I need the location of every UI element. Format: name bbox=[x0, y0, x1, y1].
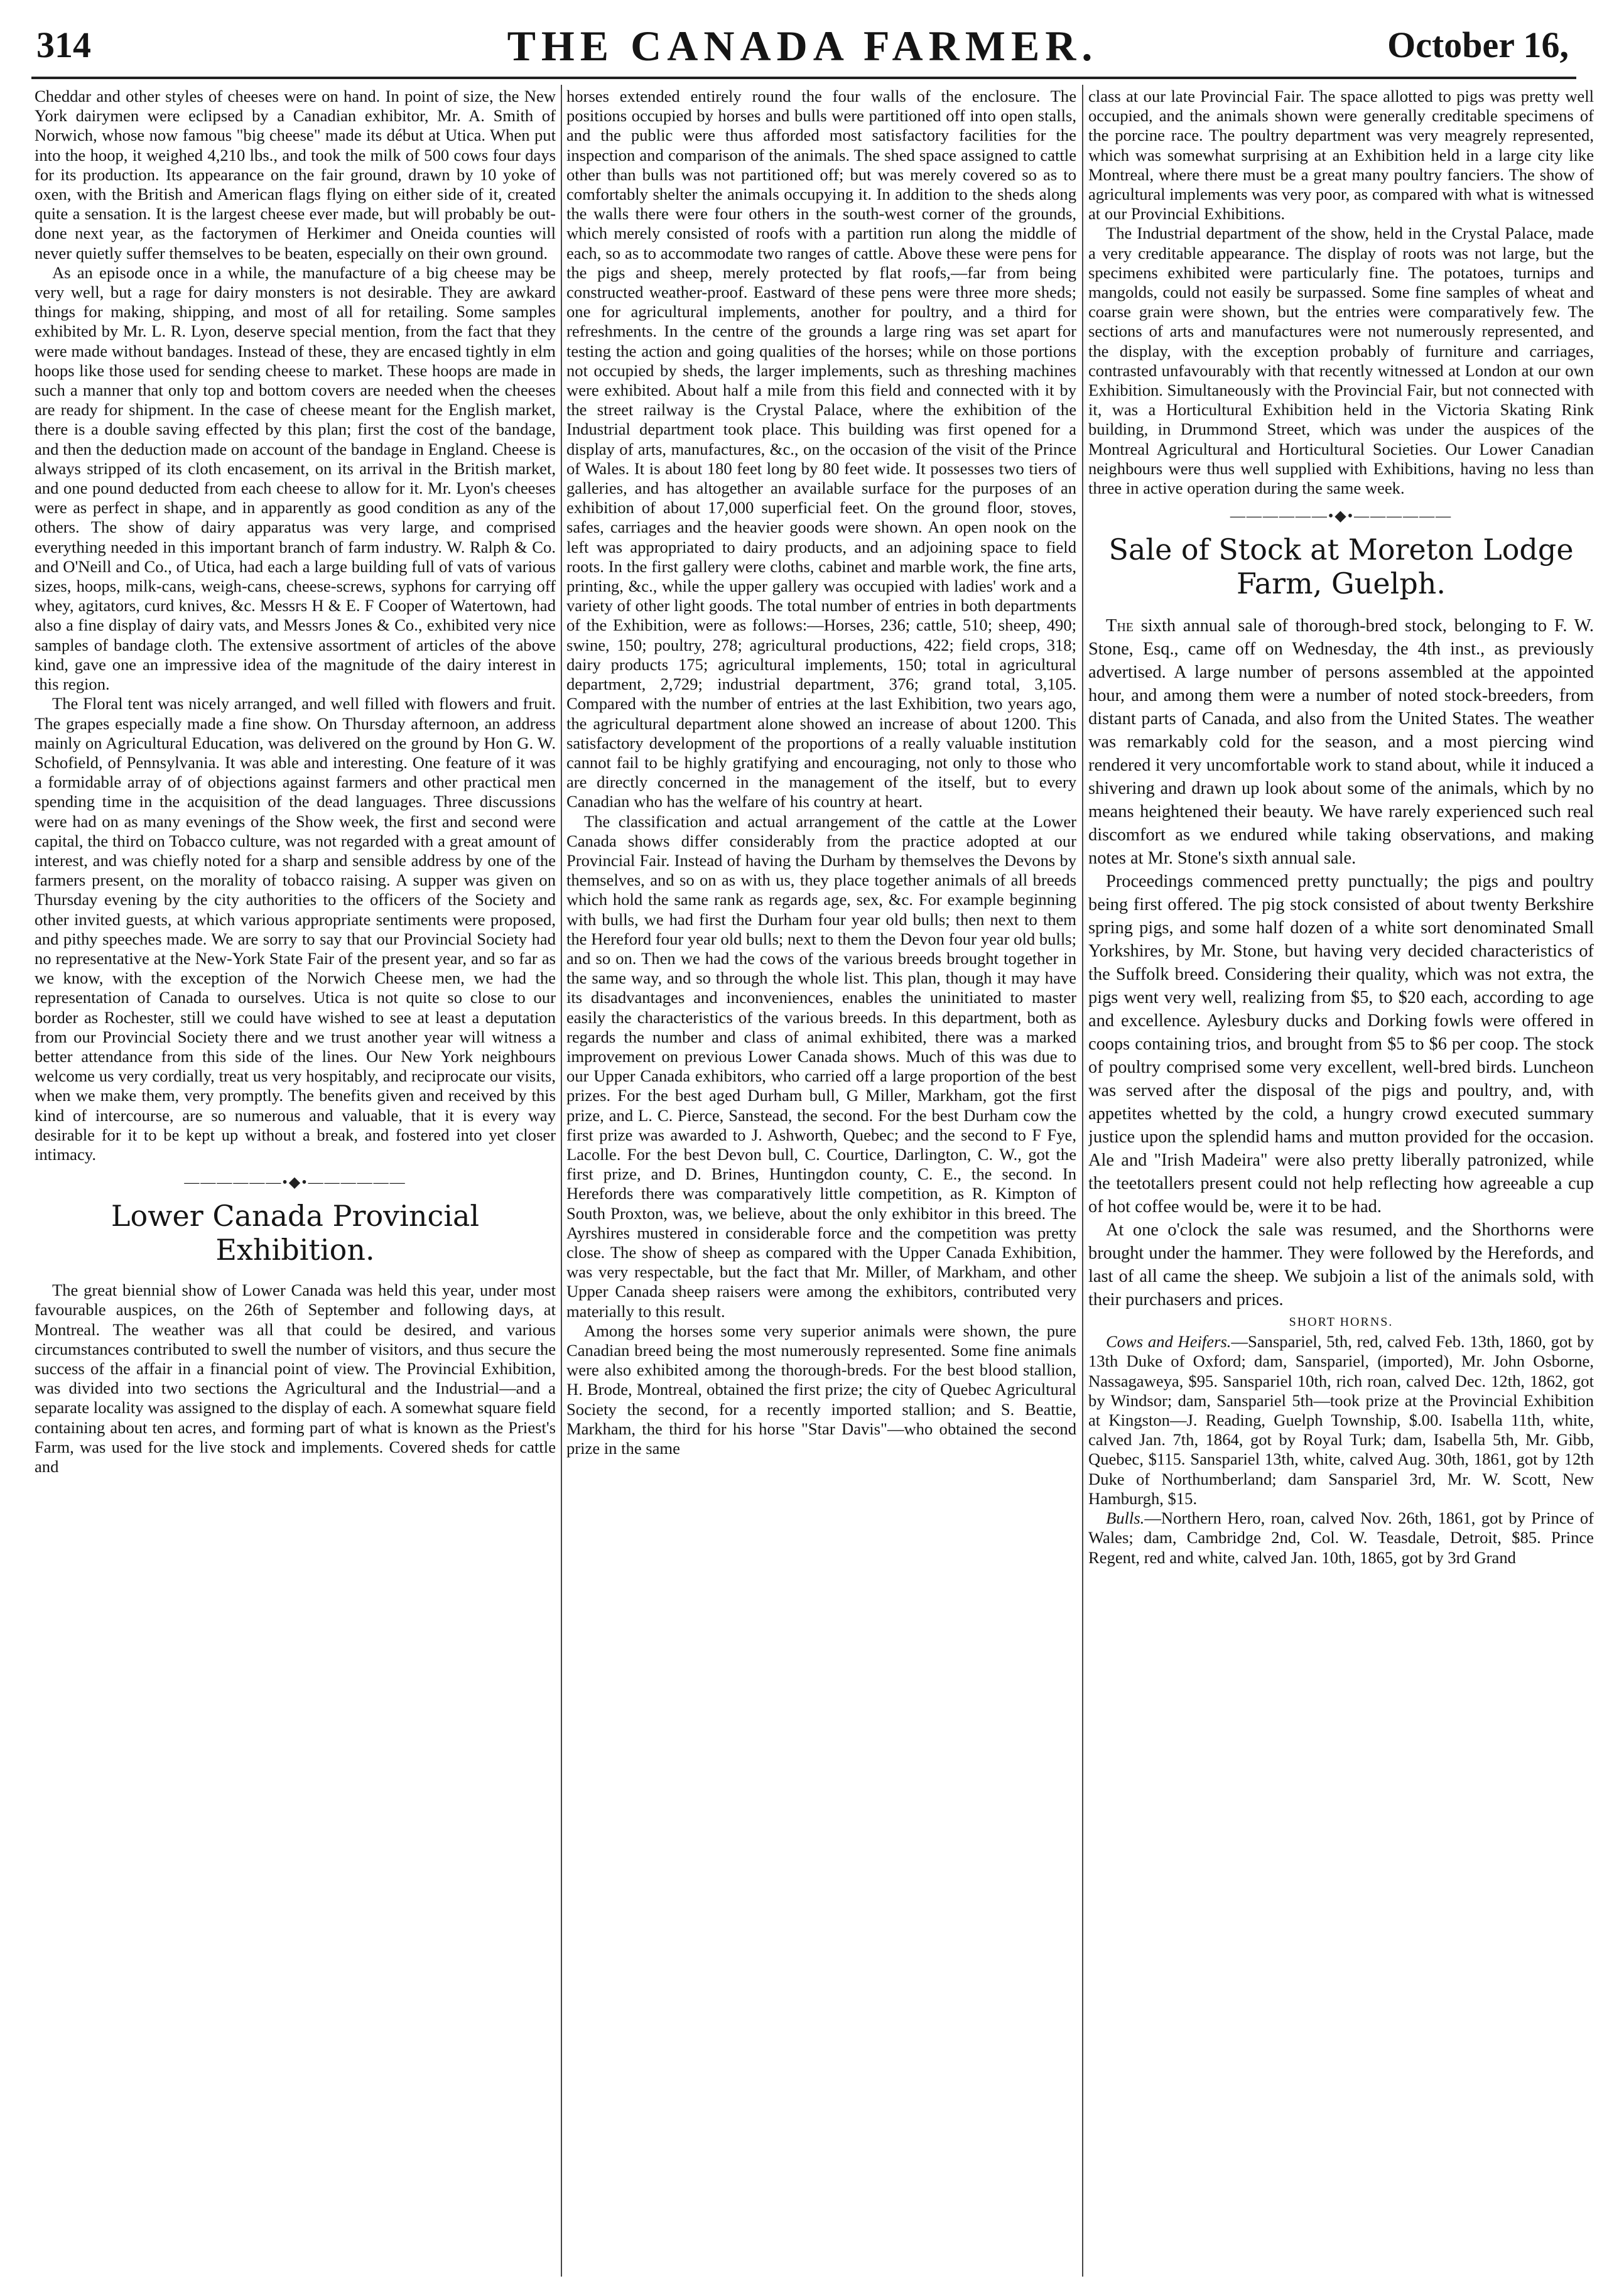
article-paragraph: The classification and actual arrangement of the cattle at the Lower Canada shows differ considerably from the practice adopted at our Provincial Fair. Instead of having the Durham by themselves the Devons by themselves, and so on as with us, they place together animals of all breeds which hold the same rank as regards age, sex, &c. For example beginning with bulls, we had first the Durham four year old bulls; then next to them the Hereford four year old bulls; next to them the Devon four year old bulls; and so on. Then we had the cows of the various breeds brought together in the same way, and so through the whole list. This plan, though it may have its disadvantages and inconveniences, enables the uninitiated to master easily the characteristics of the various breeds. In this department, both as regards the number and class of animal exhibited, there was a marked improvement on previous Lower Canada shows. Much of this was due to our Upper Canada exhibitors, who carried off a large proportion of the best prizes. For the best aged Durham bull, G Miller, Markham, got the first prize, and L. C. Pierce, Sanstead, the second. For the best Durham cow the first prize was awarded to J. Ashworth, Quebec; and the second to F Fye, Lacolle. For the best Devon bull, C. Courtice, Darlington, C. W., got the first prize, and D. Brines, Huntingdon county, C. E., the second. In Herefords there was comparatively little competition, as R. Kimpton of South Proxton, was, we believe, about the only exhibitor in this breed. The Ayrshires mustered in considerable force and the competition was pretty close. The show of sheep as compared with the Upper Canada Exhibition, was very respectable, but the fact that Mr. Miller, of Markham, and other Upper Canada sheep raisers were among the exhibitors, contributed very materially to this result. bbox=[566, 811, 1076, 1321]
column-divider bbox=[561, 85, 562, 2277]
article-paragraph: The great biennial show of Lower Canada was held this year, under most favourable auspices, on the 26th of September and following days, at Montreal. The weather was all that could be desired, and various circumstances contributed to swell the number of visitors, and thus secure the success of the affair in a financial point of view. The Provincial Exhibition, was divided into two sections the Agricultural and the Industrial—and a separate locality was assigned to the display of each. A somewhat square field containing about ten acres, and forming part of what is known as the Priest's Farm, was used for the live stock and implements. Covered sheds for cattle and bbox=[35, 1281, 556, 1476]
article-paragraph: class at our late Provincial Fair. The space allotted to pigs was pretty well occupied, and the animals shown were generally creditable specimens of the porcine race. The poultry department was very meagrely represented, which was somewhat surprising at an Exhibition held in a large city like Montreal, where there must be a great many poultry fanciers. The show of agricultural implements was very poor, as compared with what is witnessed at our Provincial Exhibitions. bbox=[1088, 87, 1594, 224]
article-paragraph: The Industrial department of the show, held in the Crystal Palace, made a very creditable appearance. The display of roots was not large, but the specimens exhibited were particularly fine. The potatoes, turnips and mangolds, could not easily be surpassed. Some fine samples of wheat and coarse grain were shown, but the entries were comparatively few. The sections of arts and manufactures were not numerously represented, and the display, with the exception probably of furniture and carriages, contrasted unfavourably with that recently witnessed at London at our own Exhibition. Simultaneously with the Provincial Fair, but not connected with it, was a Horticultural Exhibition held in the Victoria Skating Rink building, in Drummond Street, which was under the auspices of the Montreal Agricultural and Horticultural Societies. Our Lower Canadian neighbours were thus well supplied with Exhibitions, having no less than three in active operation during the same week. bbox=[1088, 224, 1594, 498]
list-label: Cows and Heifers. bbox=[1106, 1332, 1232, 1352]
list-entry: —Sanspariel, 5th, red, calved Feb. 13th, 1860, got by 13th Duke of Oxford; dam, Sanspariel, (imported), Mr. John Osborne, Nassagaweya, $95. Sanspariel 10th, rich roan, calved Dec. 12th, 1862, got by Windsor; dam, Sanspariel 5th—took prize at the Provincial Exhibition at Kingston—J. Reading, Guelph Township, $.00. Isabella 11th, white, calved Jan. 7th, 1864, got by Royal Turk; dam, Isabella 5th, Mr. Gibb, Quebec, $115. Sanspariel 13th, white, calved Aug. 30th, 1861, got by 12th Duke of Northumberland; dam Sanspariel 3rd, Mr. W. Scott, New Hamburgh, $15. bbox=[1088, 1332, 1594, 1508]
list-entry: —Northern Hero, roan, calved Nov. 26th, 1861, got by Prince of Wales; dam, Cambridge 2nd, Col. W. Teasdale, Detroit, $85. Prince Regent, red and white, calved Jan. 10th, 1865, got by 3rd Grand bbox=[1088, 1509, 1594, 1567]
article-paragraph: At one o'clock the sale was resumed, and the Shorthorns were brought under the hammer. They were followed by the Herefords, and last of all came the sheep. We subjoin a list of the animals sold, with their purchasers and prices. bbox=[1088, 1220, 1594, 1310]
article-paragraph: Among the horses some very superior animals were shown, the pure Canadian breed being the most numerously represented. Some fine animals were also exhibited among the thorough-breds. For the best blood stallion, H. Brode, Montreal, obtained the first prize; the city of Quebec Agricultural Society the second, for a recently imported stallion; and S. Beattie, Markham, the third for his horse "Star Davis"—who obtained the second prize in the same bbox=[566, 1321, 1076, 1458]
issue-date: October 16, bbox=[1387, 24, 1569, 65]
page-number: 314 bbox=[36, 24, 91, 65]
list-heading: SHORT HORNS. bbox=[1289, 1315, 1394, 1330]
article-paragraph: Proceedings commenced pretty punctually; the pigs and poultry being first offered. The pig stock consisted of about twenty Berkshire spring pigs, and some half dozen of a white sort denominated Small Yorkshires, by Mr. Stone, but having very decided characteristics of the Suffolk breed. Considering their quality, which was not extra, the pigs went very well, realizing from $5, to $20 each, according to age and excellence. Aylesbury ducks and Dorking fowls were offered in coops containing trios, and brought from $5 to $6 per coop. The stock of poultry comprised some very excellent, well-bred birds. Luncheon was served after the disposal of the pigs and poultry, and, with appetites whetted by the cold, a hungry crowd executed summary justice upon the splendid hams and mutton provided for the occasion. Ale and "Irish Madeira" were also pretty liberally patronized, while the teetotallers present could not help reflecting how agreeable a cup of hot coffee would be, were it to be had. bbox=[1088, 872, 1594, 1217]
article-paragraph: Cheddar and other styles of cheeses were on hand. In point of size, the New York dairymen were eclipsed by a Canadian exhibitor, Mr. A. Smith of Norwich, whose now famous "big cheese" made its début at Utica. When put into the hoop, it weighed 4,210 lbs., and took the milk of 500 cows four days for its production. Its appearance on the fair ground, drawn by 10 yoke of oxen, with the British and American flags flying on either side of it, created quite a sensation. It is the largest cheese ever made, but will probably be out-done next year, as the factorymen of Herkimer and Oneida counties will never quietly suffer themselves to be beaten, especially on their own ground. bbox=[35, 87, 556, 263]
column-2 bbox=[566, 87, 1076, 2272]
lead-word: The bbox=[1106, 616, 1134, 636]
masthead-rule bbox=[31, 77, 1576, 79]
article-heading: Lower Canada Provincial Exhibition. bbox=[111, 1199, 480, 1267]
article-paragraph: sixth annual sale of thorough-bred stock, belonging to F. W. Stone, Esq., came off on Wednesday, the 4th inst., as previously advertised. A large number of persons assembled at the appointed hour, and among them were a number of noted stock-breeders, from distant parts of Canada, and also from the United States. The weather was remarkably cold for the season, and a most piercing wind rendered it very uncomfortable work to stand about, while it induced a shivering and drawn up look about some of the animals, which by no means heightened their beauty. We have rarely experienced such real discomfort as we endured while taking observations, and making notes at Mr. Stone's sixth annual sale. bbox=[1088, 616, 1594, 869]
paper-title: THE CANADA FARMER. bbox=[507, 22, 1098, 70]
sale-article bbox=[1088, 614, 1594, 1567]
column-divider bbox=[1082, 85, 1083, 2277]
section-ornament: ——————•◆•—————— bbox=[1230, 508, 1453, 525]
masthead bbox=[36, 18, 1569, 80]
article-heading: Sale of Stock at Moreton Lodge Farm, Guelph. bbox=[1108, 533, 1574, 601]
column-3 bbox=[1088, 87, 1594, 2272]
column-1 bbox=[35, 87, 556, 2272]
article-paragraph: horses extended entirely round the four walls of the enclosure. The positions occupied by horses and bulls were partitioned off into open stalls, and the public were thus afforded most satisfactory facilities for the inspection and comparison of the animals. The shed space assigned to cattle other than bulls was not partitioned off; but was merely covered so as to comfortably shelter the animals occupying it. In addition to the sheds along the walls there were four others in the south-west corner of the grounds, which merely consisted of roofs with a partition run along the middle of each, so as to accommodate two ranges of cattle. Above these were pens for the pigs and sheep, merely protected by flat roofs,—far from being constructed weather-proof. Eastward of these pens were three more sheds; one for agricultural implements, another for poultry, and a third for refreshments. In the centre of the grounds a large ring was set apart for testing the action and going qualities of the horses; while on those portions not occupied by sheds, the larger implements, such as threshing machines were exhibited. About half a mile from this field and connected with it by the street railway is the Crystal Palace, where the exhibition of the Industrial department took place. This building was first opened for a display of arts, manufactures, &c., on the occasion of the visit of the Prince of Wales. It is about 180 feet long by 80 feet wide. It possesses two tiers of galleries, and has altogether an available surface for the purposes of an exhibition of about 17,000 superficial feet. On the ground floor, stoves, safes, carriages and the heavier goods were shown. An open nook on the left was appropriated to dairy products, and an adjoining space to field roots. In the first gallery were cloths, cabinet and marble work, the fine arts, printing, &c., while the upper gallery was occupied with ladies' work and a variety of other light goods. The total number of entries in both departments of the Exhibition, were as follows:—Horses, 236; cattle, 510; sheep, 490; swine, 150; poultry, 278; agricultural productions, 422; field crops, 318; dairy products 175; agricultural implements, 150; total in agricultural department, 2,729; industrial department, 376; grand total, 3,105. Compared with the number of entries at the last Exhibition, two years ago, the agricultural department alone showed an increase of about 1200. This satisfactory development of the proportions of a really valuable institution cannot fail to be highly gratifying and encouraging, not only to those who are directly concerned in the management of the itself, but to every Canadian who has the welfare of his country at heart. bbox=[566, 87, 1076, 811]
section-ornament: ——————•◆•—————— bbox=[184, 1174, 406, 1191]
article-paragraph: The Floral tent was nicely arranged, and well filled with flowers and fruit. The grapes especially made a fine show. On Thursday afternoon, an address mainly on Agricultural Education, was delivered on the ground by Hon G. W. Schofield, of Pennsylvania. It was able and interesting. One feature of it was a formidable array of of objections against farmers and other practical men spending time in the acquisition of the dead languages. Three discussions were had on as many evenings of the Show week, the first and second were capital, the third on Tobacco culture, was not regarded with a great amount of interest, and was chiefly noted for a sharp and sensible address by one of the farmers present, on the morality of tobacco raising. A supper was given on Thursday evening by the city authorities to the officers of the Society and other invited guests, at which various appropriate sentiments were proposed, and pithy speeches made. We are sorry to say that our Provincial Society had no representative at the New-York State Fair of the present year, and so far as we know, with the exception of the Norwich Cheese men, we had the representation of Canada to ourselves. Utica is not quite so close to our border as Rochester, still we could have wished to see at least a deputation from our Provincial Society there and we trust another year will witness a better attendance from this side of the lines. Our New York neighbours welcome us very cordially, treat us very hospitably, and reciprocate our visits, when we make them, very promptly. The benefits given and received by this kind of intercourse, are so numerous and valuable, that it is every way desirable for it to be kept up without a break, and fostered into yet closer intimacy. bbox=[35, 694, 556, 1164]
article-paragraph: As an episode once in a while, the manufacture of a big cheese may be very well, but a rage for dairy monsters is not desirable. They are awkard things for making, shipping, and most of all for retailing. Some samples exhibited by Mr. L. R. Lyon, deserve special mention, from the fact that they were made without bandages. Instead of these, they are encased tightly in elm hoops like those used for sending cheese to market. These hoops are made in such a manner that only top and bottom covers are needed when the cheeses are ready for shipment. In the case of cheese meant for the English market, there is a double saving effected by this plan; first the cost of the bandage, and then the deduction made on account of the bandage in England. Cheese is always stripped of its cloth encasement, on its arrival in the British market, and one pound deducted from each cheese to allow for it. Mr. Lyon's cheeses were as perfect in shape, and in apparently as good condition as any of the others. The show of dairy apparatus was very large, and comprised everything needed in this important branch of farm industry. W. Ralph & Co. and O'Neill and Co., of Utica, had each a large building full of vats of various sizes, hoops, milk-cans, weigh-cans, cheese-screws, syphons for carrying off whey, agitators, curd knives, &c. Messrs H & E. F Cooper of Watertown, had also a fine display of dairy vats, and Messrs Jones & Co., exhibited very nice samples of bandage cloth. The extensive assortment of articles of the above kind, gave one an impressive idea of the magnitude of the dairy interest in this region. bbox=[35, 263, 556, 694]
list-label: Bulls. bbox=[1106, 1509, 1145, 1528]
